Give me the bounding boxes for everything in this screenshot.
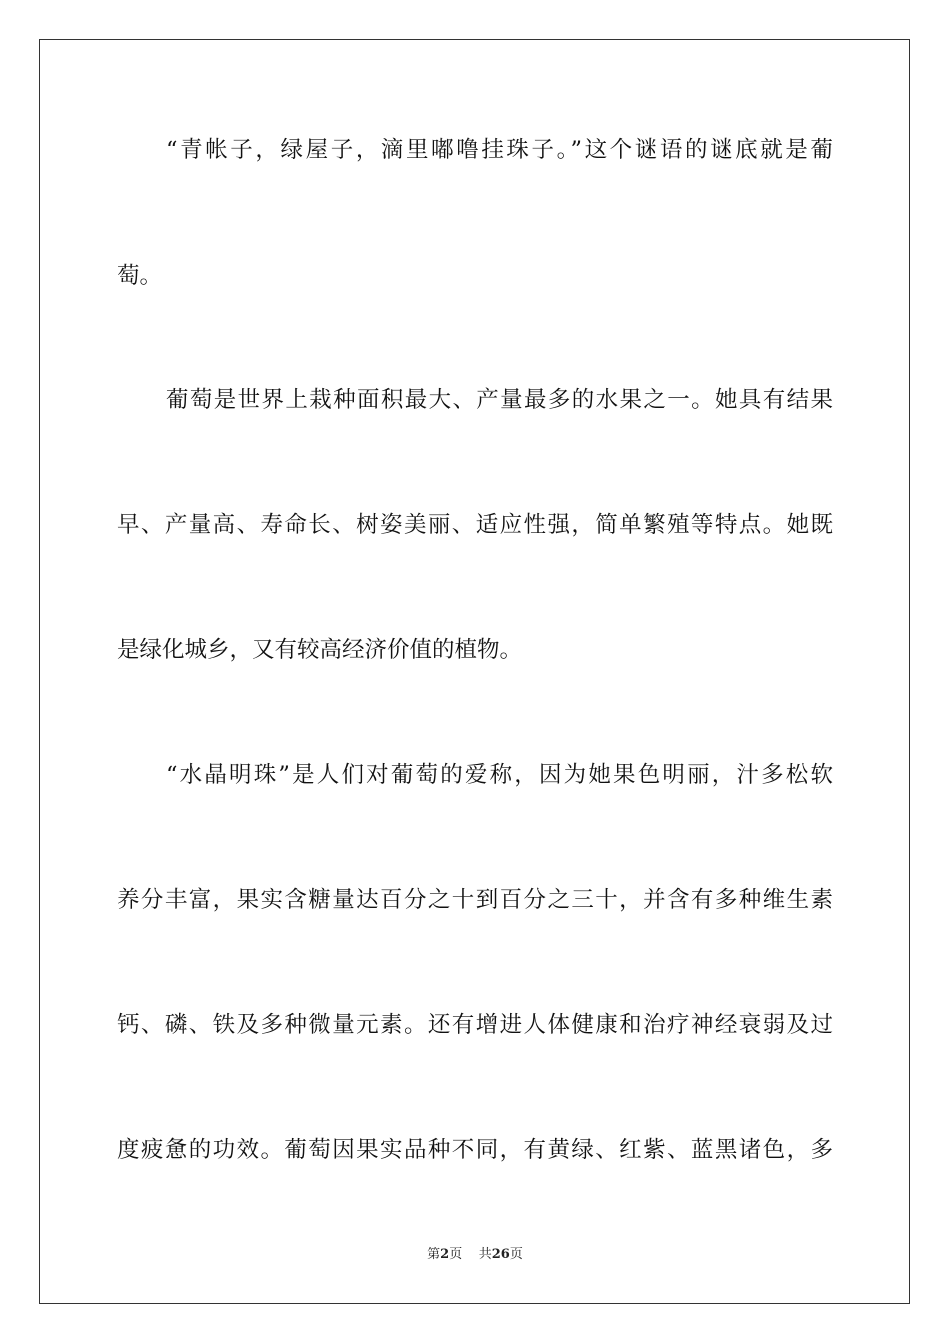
page-footer bbox=[0, 1246, 950, 1264]
paragraph-3-line-1: “水晶明珠”是人们对葡萄的爱称，因为她果色明丽，汁多松软 bbox=[166, 762, 833, 788]
paragraph-3-line-3: 钙、磷、铁及多种微量元素。还有增进人体健康和治疗神经衰弱及过 bbox=[117, 1012, 833, 1038]
paragraph-3-line-2: 养分丰富，果实含糖量达百分之十到百分之三十，并含有多种维生素 bbox=[117, 887, 833, 913]
footer-total-prefix: 共 bbox=[478, 1247, 492, 1262]
footer-page-prefix: 第 bbox=[427, 1247, 441, 1262]
paragraph-1-line-2: 萄。 bbox=[117, 263, 163, 289]
paragraph-3-line-4: 度疲惫的功效。葡萄因果实品种不同，有黄绿、红紫、蓝黑诸色，多 bbox=[117, 1137, 833, 1163]
paragraph-2-line-1: 葡萄是世界上栽种面积最大、产量最多的水果之一。她具有结果 bbox=[166, 387, 833, 413]
paragraph-2-line-2: 早、产量高、寿命长、树姿美丽、适应性强，简单繁殖等特点。她既 bbox=[117, 512, 833, 538]
paragraph-1-line-1: “青帐子，绿屋子，滴里嘟噜挂珠子。”这个谜语的谜底就是葡 bbox=[166, 137, 833, 163]
footer-total-pages: 26 bbox=[491, 1247, 510, 1262]
footer-current-page: 2 bbox=[440, 1247, 450, 1262]
page-border bbox=[39, 39, 910, 1304]
footer-page-suffix: 页 bbox=[449, 1247, 463, 1262]
footer-total-suffix: 页 bbox=[509, 1247, 523, 1262]
paragraph-2-line-3: 是绿化城乡，又有较高经济价值的植物。 bbox=[117, 637, 523, 663]
